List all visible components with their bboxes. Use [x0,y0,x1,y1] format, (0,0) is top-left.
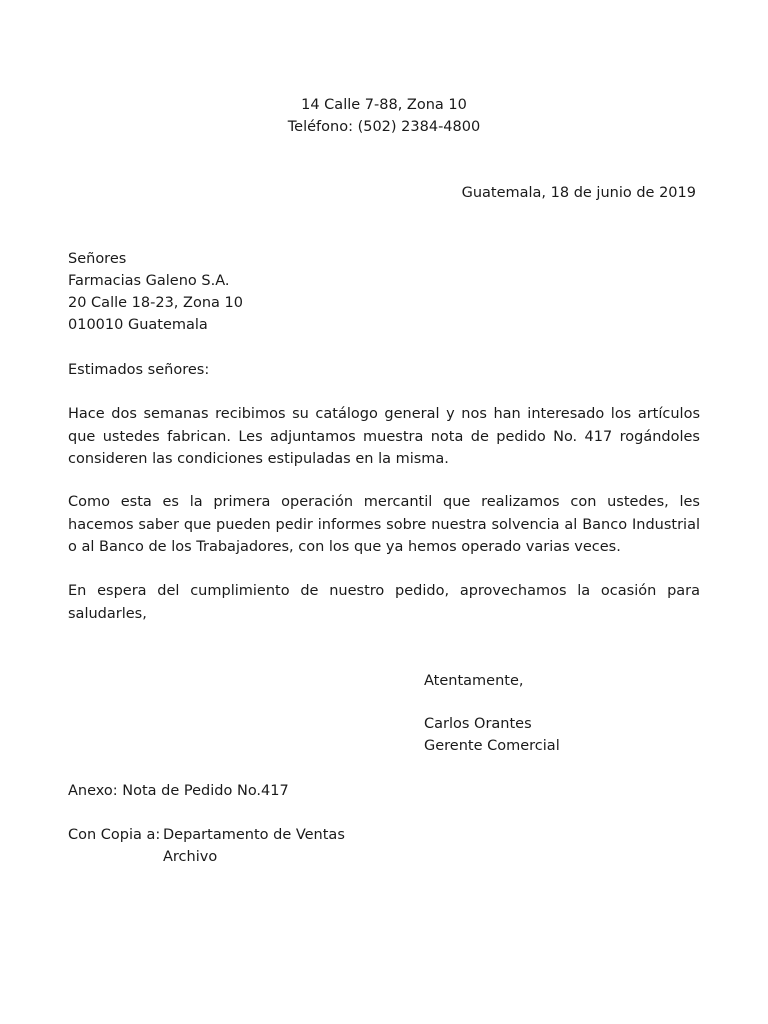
body-paragraph-1: Hace dos semanas recibimos su catálogo general y nos han interesado los artículos que ustedes fabrican. Les adjuntamos muestra nota de pedido No. 417 rogándoles consideren las condiciones estipuladas en la misma. [68,406,700,467]
recipient-city: 010010 Guatemala [68,317,208,333]
closing: Atentamente, [424,673,524,689]
recipient-street: 20 Calle 18-23, Zona 10 [68,295,243,311]
annex-line: Anexo: Nota de Pedido No.417 [68,783,289,799]
letterhead-address: 14 Calle 7-88, Zona 10 [301,97,467,113]
body-paragraph-2: Como esta es la primera operación mercantil que realizamos con ustedes, les hacemos saber que pueden pedir informes sobre nuestra solvencia al Banco Industrial o al Banco de los Trabajadores, con los que ya hemos operado varias veces. [68,494,700,555]
salutation: Estimados señores: [68,362,210,378]
cc-recipient: Departamento de Ventas [163,827,345,843]
cc-recipient: Archivo [163,849,218,865]
signer-position: Gerente Comercial [424,738,560,754]
recipient-company: Farmacias Galeno S.A. [68,273,230,289]
letter-date: Guatemala, 18 de junio de 2019 [461,185,696,201]
signer-name: Carlos Orantes [424,716,532,732]
recipient-title: Señores [68,251,127,267]
body-paragraph-3: En espera del cumplimiento de nuestro pedido, aprovechamos la ocasión para saludarles, [68,583,700,622]
letterhead-phone: Teléfono: (502) 2384-4800 [287,119,481,135]
cc-label: Con Copia a: [68,827,161,843]
